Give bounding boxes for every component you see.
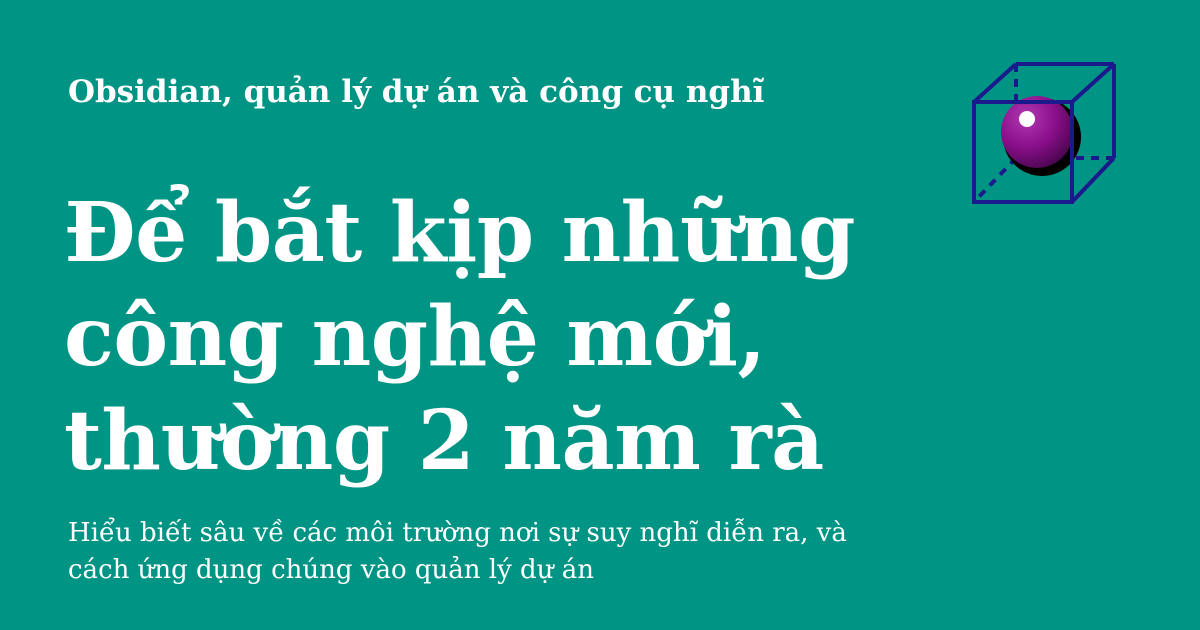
- headline-line: công nghệ mới,: [64, 289, 766, 385]
- description: [68, 515, 928, 589]
- series-title: Obsidian, quản lý dự án và công cụ nghĩ: [68, 74, 765, 110]
- sphere: [990, 96, 1082, 176]
- description-line: cách ứng dụng chúng vào quản lý dự án: [68, 555, 594, 585]
- headline-line: thường 2 năm rà: [64, 393, 824, 489]
- cube-with-sphere-icon: [970, 58, 1118, 208]
- headline-line: Để bắt kịp những: [64, 185, 855, 281]
- description-line: Hiểu biết sâu về các môi trường nơi sự suy nghĩ diễn ra, và: [68, 518, 847, 548]
- headline: [64, 181, 964, 493]
